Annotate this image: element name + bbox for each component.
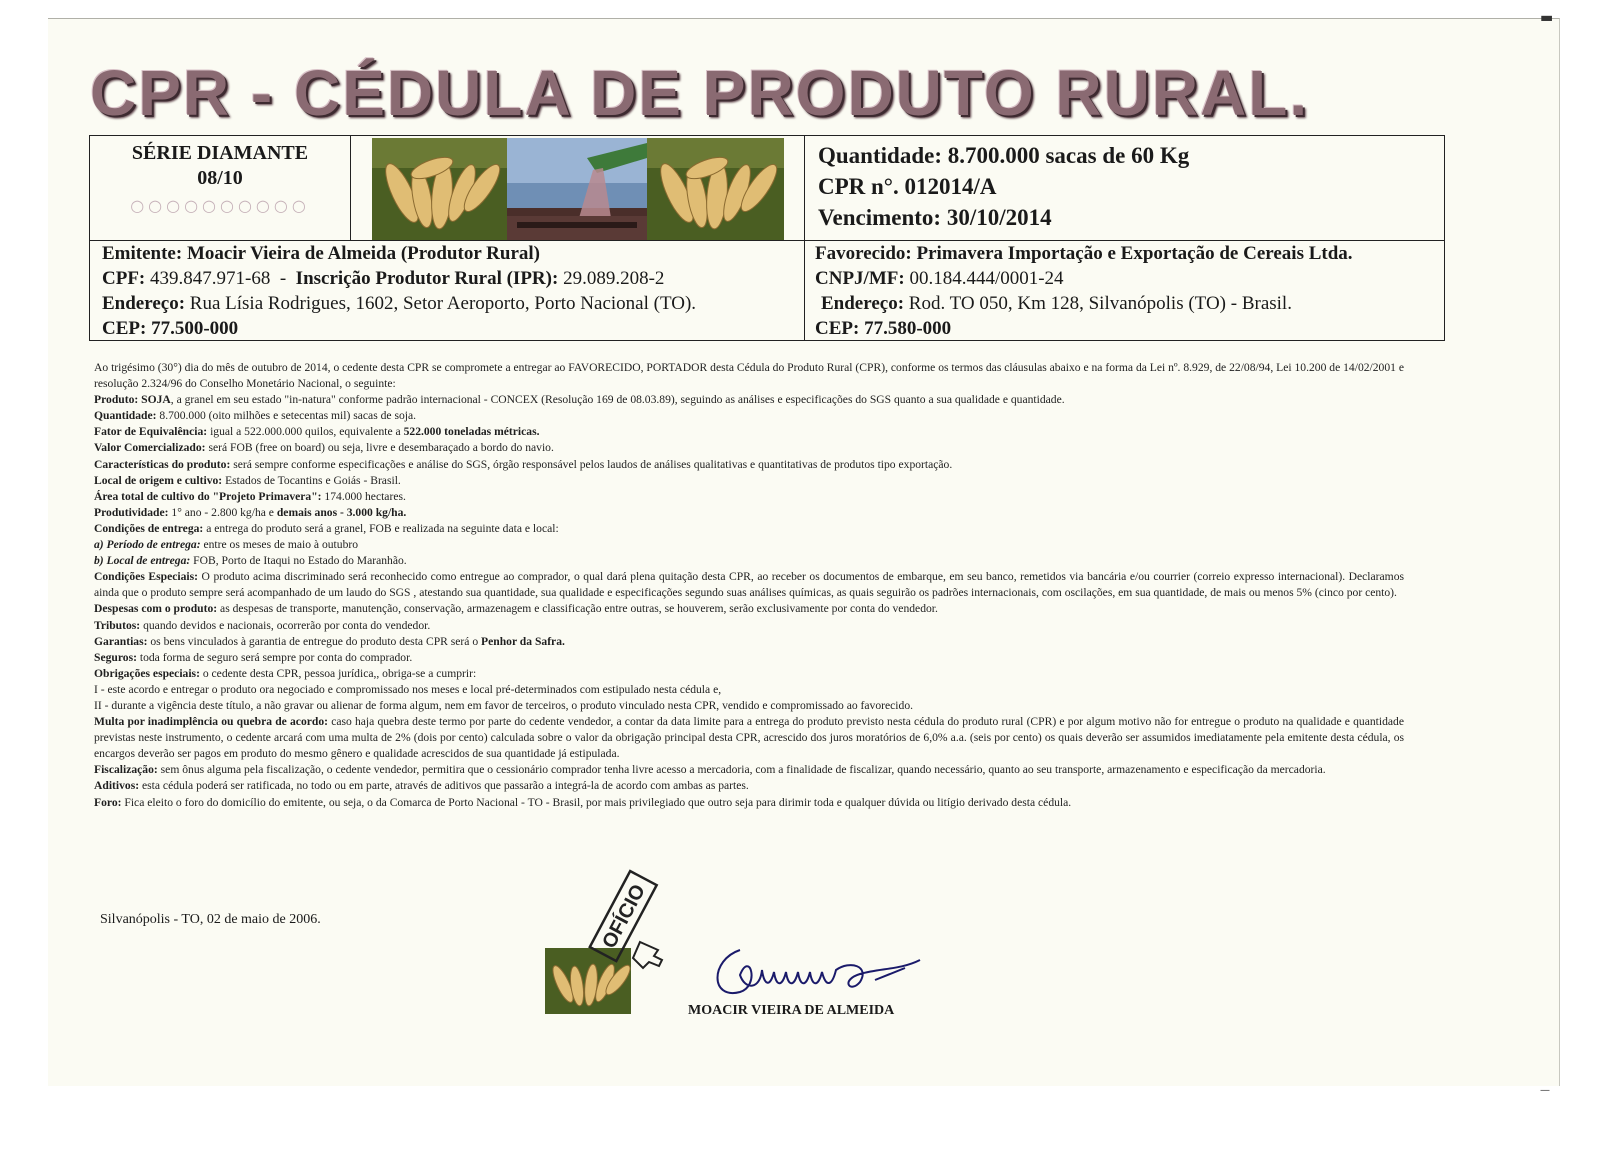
header-table (89, 135, 1445, 341)
clause-text: Estados de Tocantins e Goiás - Brasil. (225, 473, 401, 487)
clause-label: Tributos: (94, 618, 141, 632)
clause-caracteristicas (94, 457, 1404, 473)
clause-text: Fica eleito o foro do domicílio do emitente, ou seja, o da Comarca de Porto Nacional - TO - Brasil, por mais privilegiado que outro seja para dirimir toda e qualquer dúvida ou litígio derivado desta cédula. (124, 795, 1072, 809)
clause-tributos (94, 618, 1404, 634)
clause-label: Fator de Equivalência: (94, 425, 208, 439)
clause-text: as despesas de transporte, manutenção, conservação, armazenagem e classificação entre outras, se houverem, serão exclusivamente por conta do vendedor. (220, 602, 938, 616)
clause-seguros (94, 650, 1404, 666)
clause-fiscalizacao (94, 762, 1404, 778)
endereco-value: Rua Lísia Rodrigues, 1602, Setor Aeroporto, Porto Nacional (TO). (189, 293, 697, 314)
endereco-label: Endereço: (821, 293, 905, 314)
clause-text: caso haja quebra deste termo por parte do cedente vendedor, a contar da data limite para a entrega do produto previsto nesta cédula do produto rural (CPR) e por algum motivo não for entregue o produto na qualidade e quantidade previstas neste instrumento, o cedente arcará com uma multa de 2% (dois por cento) calculada sobre o valor da obrigação principal desta CPR, acrescido dos juros moratórios de 6,0% a.a. (seis por cento) os quais deverão ser assumidos imediatamente pela emitente desta cédula, os encargos deverão ser pagos em produto do mesmo gênero e qualidade acrescidos de sua quantidade já estipulada. (94, 715, 1404, 761)
cpr-number-value: 012014/A (904, 174, 997, 199)
clause-text: os bens vinculados à garantia de entregue do produto desta CPR será o (150, 634, 479, 648)
clause-text: FOB, Porto de Itaqui no Estado do Maranhão. (193, 554, 407, 568)
clause-emphasis: SOJA (141, 393, 171, 407)
clause-text: sem ônus alguma pela fiscalização, o cedente vendedor, permitira que o cessionário comprador tenha livre acesso a mercadoria, com a finalidade de fiscalizar, quando necessário, quanto ao seu transporte, armazenamento e especificação da mercadoria. (160, 763, 1326, 777)
clause-condicoes (94, 521, 1404, 537)
clause-label: Valor Comercializado: (94, 441, 206, 455)
clause-valor (94, 440, 1404, 456)
clause-label: Quantidade: (94, 409, 157, 423)
emitente-cpf-line: CPF: 439.847.971-68 - Inscrição Produtor Rural (IPR): 29.089.208-2 (102, 268, 665, 289)
endereco-label: Endereço: (102, 293, 186, 314)
clause-text: O produto acima discriminado será reconhecido como entregue ao comprador, o qual dará plena quitação desta CPR, ao receber os documentos de embarque, em seu banco, remetidos via bancária e/ou courrier (correio expresso internacional). Declaramos ainda que o produto sempre será acompanhado de um laudo do SGS , atestando sua quantidade, sua qualidade e especificações segundo suas análises químicas, as quais seguirão os padrões internacionais, com oscilações, em sua quantidade, de mais ou menos 5% (cinco por cento). (94, 570, 1404, 600)
clause-multa (94, 714, 1404, 762)
clause-periodo (94, 537, 1404, 553)
clause-text: o cedente desta CPR, pessoa jurídica,, obriga-se a cumprir: (202, 666, 477, 680)
clause-label: Produto: (94, 393, 139, 407)
endereco-value: Rod. TO 050, Km 128, Silvanópolis (TO) - Brasil. (908, 293, 1292, 314)
cpf-label: CPF: (102, 268, 146, 289)
clause-foro (94, 795, 1404, 811)
clause-emphasis: 522.000 toneladas métricas. (403, 425, 540, 439)
ipr-label: Inscrição Produtor Rural (IPR): (295, 268, 559, 289)
clause-area (94, 489, 1404, 505)
clause-quantidade (94, 408, 1404, 424)
emitente-address-line (102, 291, 802, 316)
clause-obrigacoes (94, 666, 1404, 682)
soybean-pods-photo (647, 138, 784, 240)
serie-dots: ○○○○○○○○○○ (130, 196, 310, 215)
clause-text: a entrega do produto será a granel, FOB e realizada na seguinte data e local: (206, 521, 559, 535)
cep-label: CEP: (102, 318, 147, 339)
clause-fator (94, 424, 1404, 440)
clause-label: a) Período de entrega: (94, 538, 201, 552)
clause-despesas (94, 601, 1404, 617)
photo-strip (372, 138, 784, 240)
clause-especiais (94, 569, 1404, 601)
cep-value: 77.500-000 (151, 318, 239, 339)
vencimento-line (818, 202, 1438, 233)
clause-text: 8.700.000 (oito milhões e setecentas mil) sacas de soja. (159, 409, 417, 423)
scan-mark: ▬ (1540, 10, 1554, 26)
emitente-label: Emitente: (102, 243, 183, 264)
clause-text: 174.000 hectares. (324, 489, 406, 503)
clause-text: toda forma de seguro será sempre por conta do comprador. (139, 650, 413, 664)
emitente-name-line (102, 241, 802, 266)
handwritten-signature (700, 930, 1000, 1010)
clause-text: 1° ano - 2.800 kg/ha e (171, 505, 274, 519)
clause-label: Multa por inadimplência ou quebra de acordo: (94, 715, 328, 729)
clause-obrigacao-1: I - este acordo e entregar o produto ora negociado e compromissado nos meses e local pré-determinados com estipulado nesta cédula e, (94, 682, 722, 696)
clause-label: Fiscalização: (94, 763, 158, 777)
clause-text: , a granel em seu estado "in-natura" conforme padrão internacional - CONCEX (Resolução 169 de 08.03.89), seguindo as análises e especificações do SGS quanto a sua qualidade e quantidade. (170, 393, 1065, 407)
clause-intro: Ao trigésimo (30°) dia do mês de outubro de 2014, o cedente desta CPR se compromete a entregar ao FAVORECIDO, PORTADOR desta Cédula do Produto Rural (CPR), conforme os termos das cláusulas abaixo e na forma da Lei nº. 8.929, de 22/08/94, Lei 10.200 de 14/02/2001 e resolução 2.324/96 do Conselho Monetário Nacional, o seguinte: (94, 361, 1404, 391)
serie-box (90, 136, 350, 240)
clause-produto (94, 392, 1404, 408)
favorecido-label: Favorecido: (815, 243, 912, 264)
clause-text: será FOB (free on board) ou seja, livre e desembaraçado a bordo do navio. (208, 441, 554, 455)
clause-label: Produtividade: (94, 505, 169, 519)
soybean-pods-photo (372, 138, 507, 240)
vencimento-value: 30/10/2014 (946, 205, 1052, 230)
clause-local-entrega (94, 553, 1404, 569)
scan-mark: — (1540, 1085, 1550, 1096)
cnpj-label: CNPJ/MF: (815, 268, 905, 289)
clause-aditivos (94, 778, 1404, 794)
favorecido-name: Primavera Importação e Exportação de Cereais Ltda. (916, 243, 1353, 264)
cpr-number-line (818, 171, 1438, 202)
clause-produtividade (94, 505, 1404, 521)
clause-label: Características do produto: (94, 457, 231, 471)
cpr-summary (818, 140, 1438, 233)
cpf-value: 439.847.971-68 (150, 268, 271, 289)
clause-label: Obrigações especiais: (94, 666, 200, 680)
clause-obrigacao-2: II - durante a vigência deste título, a não gravar ou alienar de forma algum, nem em favor de terceiros, o produto vinculado nesta CPR, vendido e compromissado ao favorecido. (94, 698, 914, 712)
favorecido-cnpj-line (815, 266, 1440, 291)
clause-text: esta cédula poderá ser ratificada, no todo ou em parte, através de aditivos que passarão a integrá-la de acordo com ambas as partes. (142, 779, 749, 793)
clause-label: b) Local de entrega: (94, 554, 191, 568)
clause-garantias (94, 634, 1404, 650)
clause-text: igual a 522.000.000 quilos, equivalente a (210, 425, 401, 439)
quantidade-label: Quantidade: (818, 143, 942, 168)
clause-label: Local de origem e cultivo: (94, 473, 223, 487)
serie-number: 08/10 (197, 167, 243, 189)
cnpj-value: 00.184.444/0001-24 (909, 268, 1064, 289)
document-title: CPR - CÉDULA DE PRODUTO RURAL. (90, 57, 1310, 129)
quantidade-value: 8.700.000 sacas de 60 Kg (947, 143, 1190, 168)
place-date: Silvanópolis - TO, 02 de maio de 2006. (100, 912, 321, 927)
cep-label: CEP: (815, 318, 860, 339)
favorecido-name-line (815, 241, 1440, 266)
favorecido-cep-line (815, 316, 1440, 341)
clause-text: entre os meses de maio à outubro (203, 538, 359, 552)
cep-value: 77.580-000 (864, 318, 952, 339)
favorecido-block (815, 241, 1440, 341)
vencimento-label: Vencimento: (818, 205, 942, 230)
clause-label: Garantias: (94, 634, 148, 648)
cpr-number-label: CPR n°. (818, 174, 899, 199)
quantidade-line (818, 140, 1438, 171)
clause-text: será sempre conforme especificações e análise do SGS, órgão responsável pelos laudos de análises qualitativas e quantitativas de produtos tipo exportação. (233, 457, 953, 471)
clause-emphasis: Penhor da Safra. (481, 634, 565, 648)
oficio-stamp (570, 862, 680, 972)
clause-label: Foro: (94, 795, 122, 809)
clause-emphasis: demais anos - 3.000 kg/ha. (276, 505, 407, 519)
signatory-name: MOACIR VIEIRA DE ALMEIDA (688, 1003, 895, 1018)
serie-title: SÉRIE DIAMANTE (131, 142, 309, 164)
emitente-name: Moacir Vieira de Almeida (Produtor Rural) (186, 243, 540, 264)
clause-local (94, 473, 1404, 489)
clause-label: Despesas com o produto: (94, 602, 218, 616)
ipr-value: 29.089.208-2 (563, 268, 665, 289)
clause-label: Condições Especiais: (94, 570, 199, 584)
emitente-cep-line (102, 316, 802, 341)
clause-label: Aditivos: (94, 779, 140, 793)
clause-label: Área total de cultivo do "Projeto Primavera": (94, 489, 322, 503)
stamp-text: OFÍCIO (598, 880, 651, 953)
clause-label: Condições de entrega: (94, 521, 204, 535)
emitente-block (102, 241, 802, 341)
clause-text: quando devidos e nacionais, ocorrerão por conta do vendedor. (143, 618, 431, 632)
favorecido-address-line (815, 291, 1440, 316)
harvester-photo (507, 138, 647, 240)
clauses-body (94, 360, 1404, 811)
clause-label: Seguros: (94, 650, 137, 664)
